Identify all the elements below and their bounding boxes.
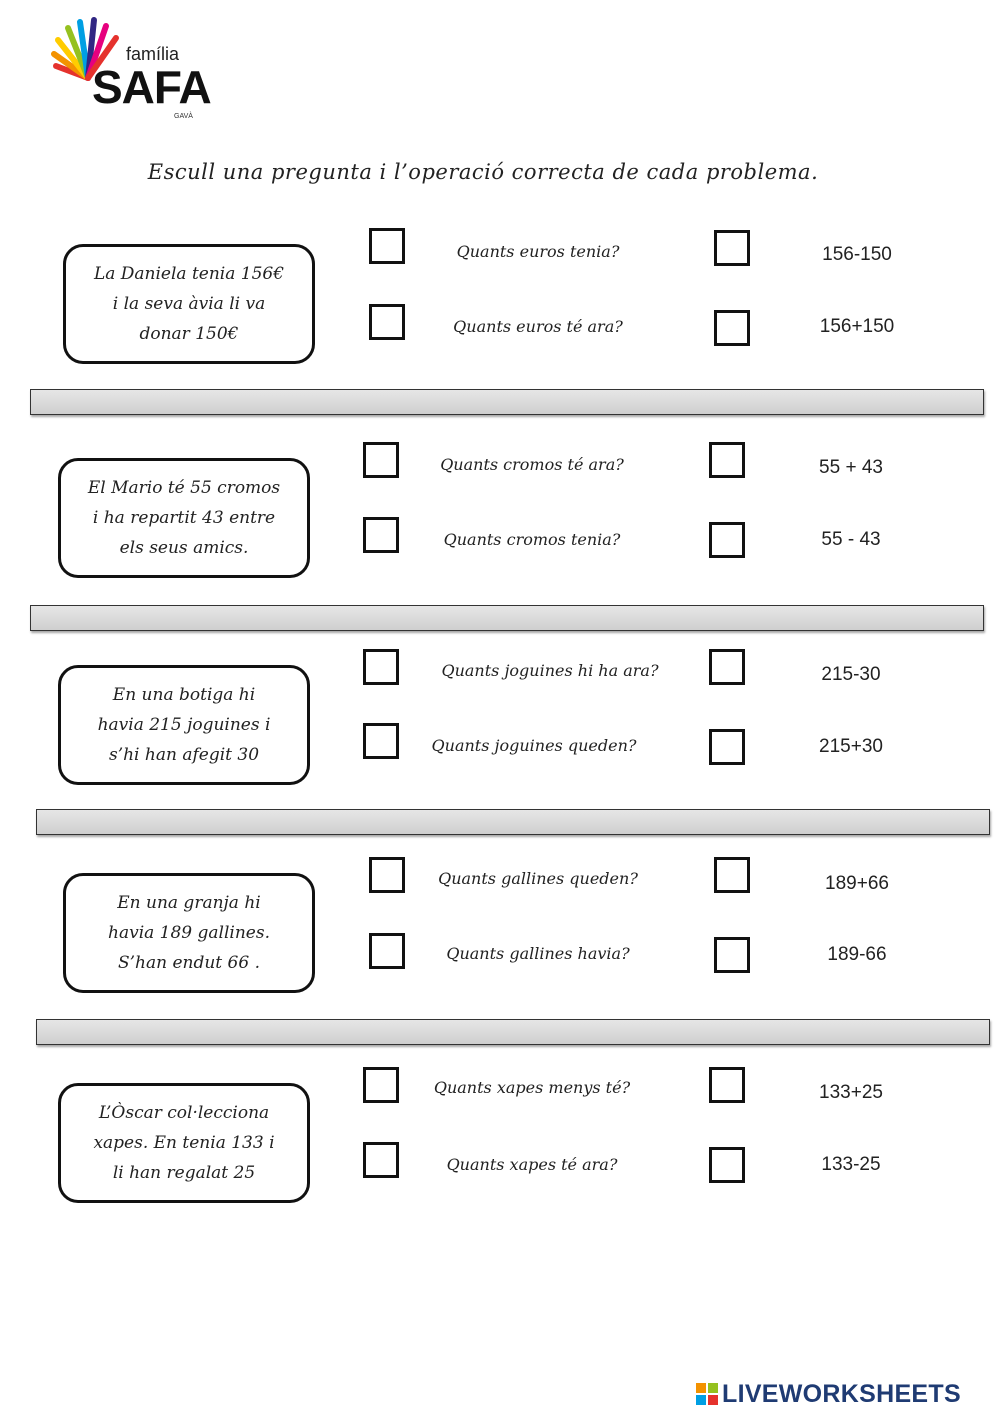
problem-4 — [0, 857, 1000, 1017]
question-checkbox[interactable] — [369, 933, 405, 969]
logo-familia-text: família — [126, 44, 180, 64]
divider-bar — [36, 809, 990, 835]
problem-5 — [0, 1067, 1000, 1227]
operation-option: 55 - 43 — [821, 529, 881, 550]
operation-checkbox[interactable] — [714, 857, 750, 893]
divider-bar — [36, 1019, 990, 1045]
problem-statement: L’Òscar col·lecciona xapes. En tenia 133 i li han regalat 25 — [58, 1083, 310, 1203]
question-option: Quants cromos tenia? — [443, 530, 621, 549]
problem-statement: En una granja hi havia 189 gallines. S’han endut 66 . — [63, 873, 315, 993]
logo-safa-text: SAFA — [92, 61, 211, 113]
question-checkbox[interactable] — [363, 1067, 399, 1103]
operation-option: 215+30 — [819, 736, 883, 757]
question-checkbox[interactable] — [363, 1142, 399, 1178]
divider-bar — [30, 605, 984, 631]
problem-statement: En una botiga hi havia 215 joguines i s’hi han afegit 30 — [58, 665, 310, 785]
question-option: Quants xapes té ara? — [446, 1155, 618, 1174]
question-option: Quants joguines queden? — [431, 736, 637, 755]
question-option: Quants euros tenia? — [456, 242, 620, 261]
problem-statement: La Daniela tenia 156€ i la seva àvia li va donar 150€ — [63, 244, 315, 364]
question-checkbox[interactable] — [369, 228, 405, 264]
liveworksheets-text: LIVEWORKSHEETS — [722, 1379, 961, 1408]
operation-option: 133+25 — [819, 1082, 883, 1103]
question-checkbox[interactable] — [369, 857, 405, 893]
operation-checkbox[interactable] — [709, 649, 745, 685]
operation-option: 215-30 — [821, 664, 881, 685]
operation-checkbox[interactable] — [709, 442, 745, 478]
liveworksheets-brand — [696, 1377, 961, 1411]
operation-checkbox[interactable] — [714, 230, 750, 266]
operation-option: 189+66 — [825, 873, 889, 894]
divider-bar — [30, 389, 984, 415]
logo-gava-text: GAVÀ — [174, 113, 193, 120]
question-option: Quants gallines queden? — [438, 869, 638, 888]
familia-safa-logo — [48, 16, 218, 126]
question-checkbox[interactable] — [363, 517, 399, 553]
question-checkbox[interactable] — [363, 442, 399, 478]
operation-checkbox[interactable] — [709, 522, 745, 558]
question-checkbox[interactable] — [363, 649, 399, 685]
liveworksheets-icon — [696, 1383, 718, 1405]
operation-checkbox[interactable] — [714, 937, 750, 973]
problem-3 — [0, 649, 1000, 809]
operation-option: 133-25 — [821, 1154, 881, 1175]
operation-checkbox[interactable] — [709, 729, 745, 765]
operation-option: 189-66 — [827, 944, 887, 965]
question-option: Quants xapes menys té? — [433, 1078, 631, 1097]
operation-option: 55 + 43 — [819, 457, 883, 478]
operation-option: 156+150 — [819, 316, 895, 337]
question-option: Quants joguines hi ha ara? — [441, 661, 659, 680]
instruction-heading: Escull una pregunta i l’operació correcta de cada problema. — [147, 160, 819, 184]
problem-statement: El Mario té 55 cromos i ha repartit 43 entre els seus amics. — [58, 458, 310, 578]
problem-1 — [0, 228, 1000, 388]
question-option: Quants cromos té ara? — [440, 455, 624, 474]
problem-2 — [0, 442, 1000, 602]
question-checkbox[interactable] — [369, 304, 405, 340]
operation-option: 156-150 — [822, 244, 892, 265]
question-option: Quants gallines havia? — [446, 944, 630, 963]
operation-checkbox[interactable] — [709, 1147, 745, 1183]
question-option: Quants euros té ara? — [453, 317, 623, 336]
operation-checkbox[interactable] — [714, 310, 750, 346]
question-checkbox[interactable] — [363, 723, 399, 759]
operation-checkbox[interactable] — [709, 1067, 745, 1103]
